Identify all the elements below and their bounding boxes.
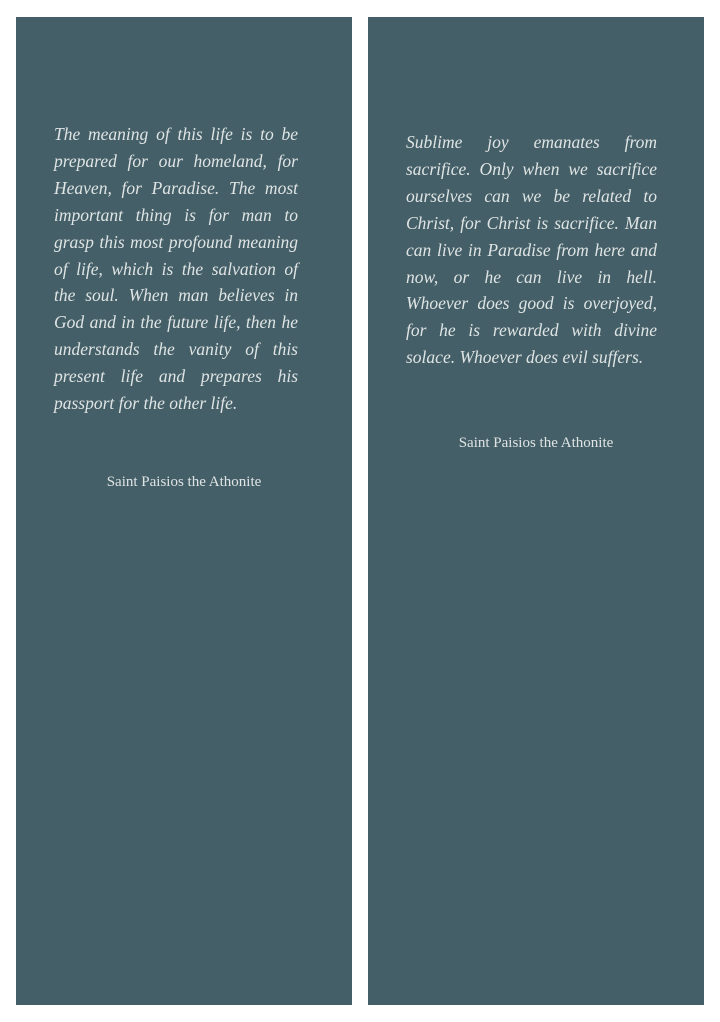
- quote-author: Saint Paisios the Athonite: [458, 435, 614, 451]
- quote-text: The meaning of this life is to be prepared for our homeland, for Heaven, for Paradise. The most important thing is for man to grasp this most profound meaning of life, which is the salvation of the soul. When man believes in God and in the future life, then he understands the vanity of this present life and prepares his passport for the other life.: [54, 124, 298, 414]
- quote-author: Saint Paisios the Athonite: [106, 474, 262, 490]
- bookmark-right: [368, 17, 704, 1005]
- bookmark-left: [16, 17, 352, 1005]
- quote-text: Sublime joy emanates from sacrifice. Only when we sacrifice ourselves can we be related to Christ, for Christ is sacrifice. Man can live in Paradise from here and now, or he can live in hell. Whoever does good is overjoyed, for he is rewarded with divine solace. Whoever does evil suffers.: [406, 132, 657, 368]
